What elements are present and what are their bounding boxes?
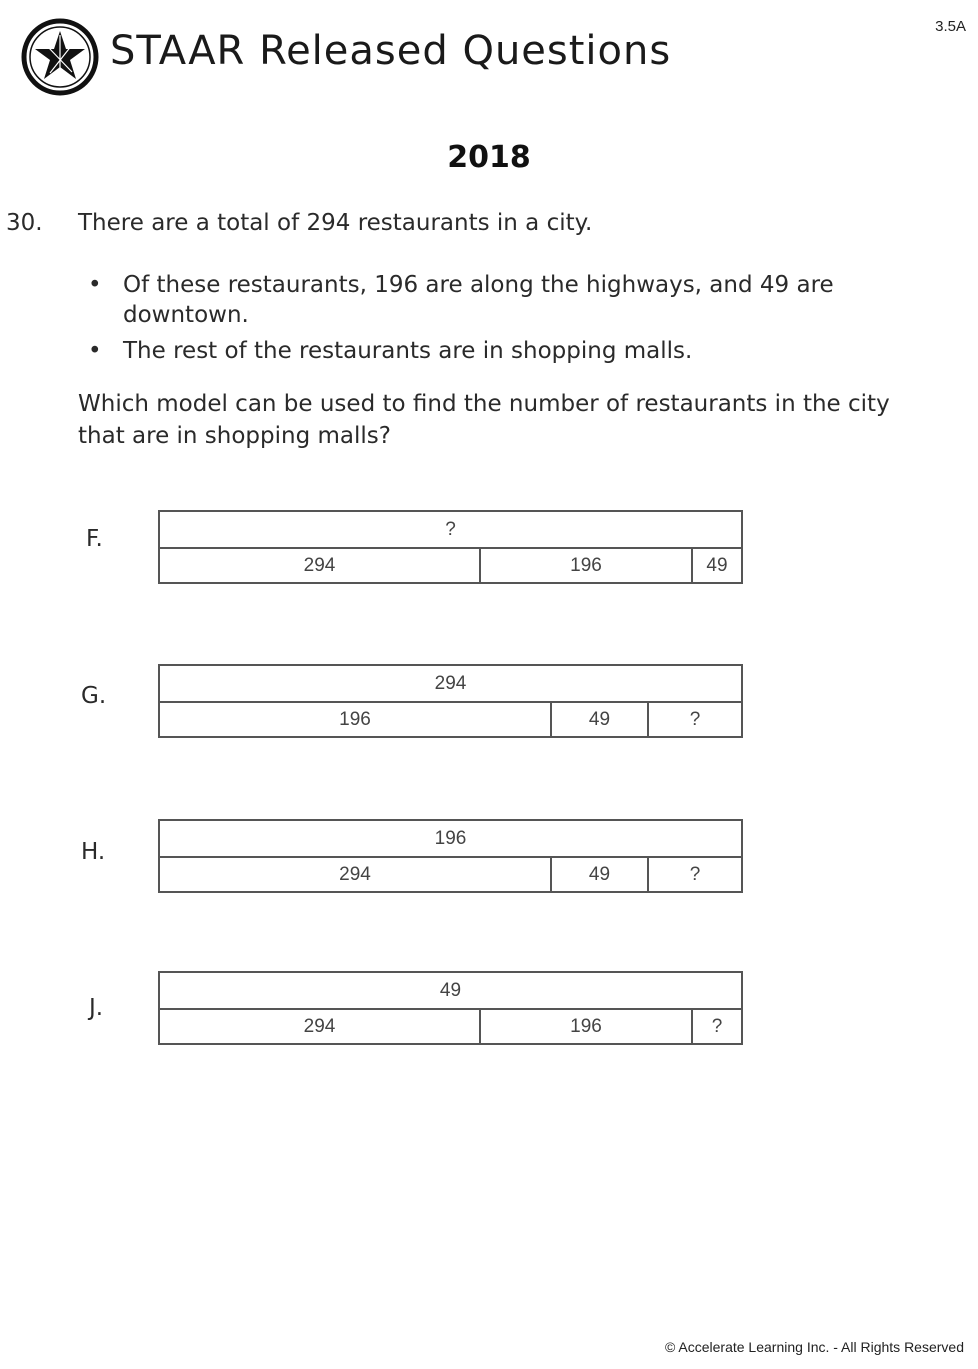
year-heading: 2018 [447, 140, 531, 175]
choice-g-label[interactable]: G. [81, 683, 107, 709]
question-number: 30. [6, 210, 43, 236]
tape-segment: 294 [339, 863, 371, 885]
star-circle-logo [20, 17, 100, 97]
choice-j-label[interactable]: J. [89, 995, 104, 1021]
tape-bottom-row [160, 549, 741, 582]
tape-segment: 49 [550, 703, 647, 736]
bullet-item [78, 336, 938, 366]
tape-segment: ? [647, 703, 741, 736]
tape-segment: ? [647, 858, 741, 891]
tape-top-value: ? [160, 512, 741, 549]
tape-segment: 196 [479, 1010, 691, 1043]
choice-g-tape-diagram[interactable] [158, 664, 743, 738]
page-header-title: STAAR Released Questions [110, 28, 672, 74]
tape-top-value: 294 [160, 666, 741, 703]
tape-top-value: 196 [160, 821, 741, 858]
standard-code: 3.5A [935, 18, 966, 35]
choice-f-tape-diagram[interactable] [158, 510, 743, 584]
choice-h-label[interactable]: H. [81, 839, 106, 865]
tape-bottom-row [160, 703, 741, 736]
tape-segment: 49 [550, 858, 647, 891]
choice-f-label[interactable]: F. [86, 526, 103, 552]
bullet-text: The rest of the restaurants are in shopping malls. [123, 338, 693, 364]
choice-j-tape-diagram[interactable] [158, 971, 743, 1045]
question-bullets [78, 270, 938, 372]
tape-segment: 196 [479, 549, 691, 582]
tape-segment: ? [691, 1010, 741, 1043]
question-text: There are a total of 294 restaurants in a city. [78, 210, 593, 236]
bullet-dot: • [88, 272, 102, 298]
tape-segment: 294 [303, 1015, 336, 1037]
tape-bottom-row [160, 1010, 741, 1043]
tape-bottom-row [160, 858, 741, 891]
copyright-footer: © Accelerate Learning Inc. - All Rights Reserved [664, 1339, 964, 1355]
bullet-dot: • [88, 338, 102, 364]
tape-segment: 196 [339, 708, 371, 730]
tape-segment: 49 [691, 549, 741, 582]
choice-h-tape-diagram[interactable] [158, 819, 743, 893]
bullet-item [78, 270, 938, 330]
tape-segment: 294 [303, 554, 336, 576]
question-prompt: Which model can be used to find the number of restaurants in the city that are in shopping malls? [78, 391, 890, 449]
tape-top-value: 49 [160, 973, 741, 1010]
bullet-text: Of these restaurants, 196 are along the highways, and 49 are downtown. [123, 272, 834, 328]
